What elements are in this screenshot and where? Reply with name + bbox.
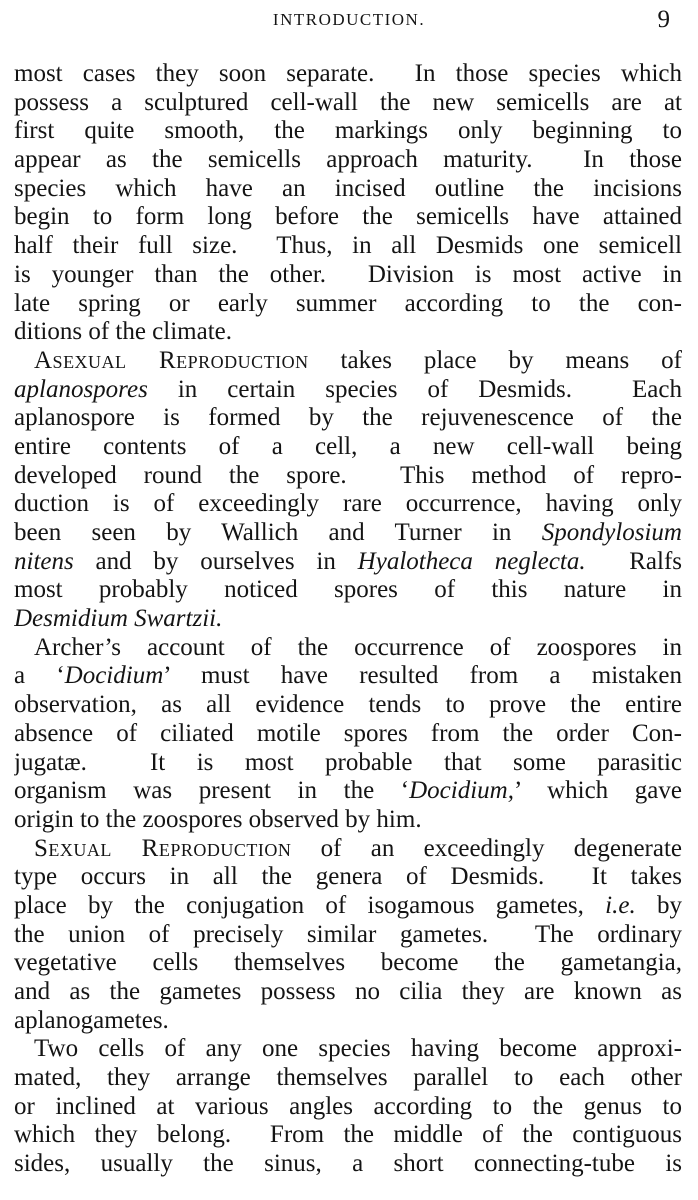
text-run: in certain species of Desmids. Each [147, 375, 682, 403]
italic-term: Desmidium Swartzii. [14, 605, 223, 633]
page-number: 9 [657, 6, 670, 33]
text-run: aplanogametes. [14, 1006, 169, 1034]
text-line [14, 318, 682, 347]
text-run: organism was present in the ‘ [14, 777, 410, 805]
text-run: a ‘ [14, 662, 65, 690]
text-line [14, 949, 682, 978]
text-run: vegetative cells themselves become the gametangia, [14, 949, 682, 977]
text-run: and as the gametes possess no cilia they are known as [14, 978, 682, 1005]
text-line [14, 978, 682, 1007]
text-line [14, 921, 682, 950]
text-run: duction is of exceedingly rare occurrence, having only [14, 490, 682, 518]
text-run: takes place by means of [308, 346, 682, 374]
text-line [14, 1035, 682, 1064]
text-run: type occurs in all the genera of Desmids. It takes [14, 863, 682, 891]
text-run: by [635, 891, 682, 919]
text-run: origin to the zoospores observed by him. [14, 805, 422, 833]
text-line [14, 863, 682, 892]
text-run: observation, as all evidence tends to prove the entire [14, 691, 682, 719]
text-run: developed round the spore. This method of repro- [14, 461, 682, 489]
text-line [14, 519, 682, 548]
text-line [14, 1064, 682, 1093]
text-line [14, 806, 682, 835]
italic-term: aplanospores [14, 375, 148, 403]
text-line [14, 175, 682, 204]
text-run: species which have an incised outline the incisions [14, 174, 682, 202]
italic-term: Docidium [64, 662, 164, 690]
italic-term: Docidium, [409, 777, 514, 805]
small-caps-heading: Sexual Reproduction [34, 834, 292, 862]
text-line [14, 117, 682, 146]
text-run: first quite smooth, the markings only beginning to [14, 117, 682, 145]
text-line [14, 347, 682, 376]
text-line [14, 576, 682, 605]
italic-term: Hyalotheca neglecta. [357, 547, 586, 575]
italic-term: Spondylosium [541, 519, 682, 546]
text-line [14, 490, 682, 519]
text-line [14, 1007, 682, 1036]
text-run: begin to form long before the semicells have attained [14, 203, 682, 231]
text-run: ditions of the climate. [14, 318, 233, 346]
text-line [14, 404, 682, 433]
text-run: the union of precisely similar gametes. The ordinary [14, 920, 682, 948]
italic-term: nitens [14, 547, 74, 575]
text-line [14, 720, 682, 749]
text-run: or inclined at various angles according to the genus to [14, 1092, 682, 1120]
text-run: Ralfs [585, 547, 682, 575]
text-line [14, 835, 682, 864]
text-line [14, 203, 682, 232]
text-line [14, 60, 682, 89]
text-line [14, 691, 682, 720]
text-line [14, 232, 682, 261]
body-text [14, 60, 682, 1179]
text-line [14, 376, 682, 405]
text-line [14, 290, 682, 319]
text-run: been seen by Wallich and Turner in [14, 519, 542, 546]
text-line [14, 146, 682, 175]
text-line [14, 1121, 682, 1150]
text-run: and by ourselves in [73, 547, 358, 575]
text-line [14, 548, 682, 577]
text-run: of an exceedingly degenerate [291, 834, 682, 862]
text-line [14, 892, 682, 921]
text-run: is younger than the other. Division is most active in [14, 260, 682, 288]
text-run: half their full size. Thus, in all Desmids one semicell [14, 232, 682, 260]
running-head [0, 8, 698, 38]
italic-term: i.e. [605, 891, 636, 919]
text-line [14, 462, 682, 491]
text-run: aplanospore is formed by the rejuvenescence of the [14, 404, 682, 432]
text-run: most probably noticed spores of this nature in [14, 576, 682, 604]
text-run: appear as the semicells approach maturity. In those [14, 146, 682, 174]
text-line [14, 1150, 682, 1179]
text-line [14, 89, 682, 118]
text-line [14, 1093, 682, 1122]
text-run: jugatæ. It is most probable that some parasitic [14, 748, 682, 776]
text-line [14, 749, 682, 778]
small-caps-heading: Asexual Reproduction [34, 346, 309, 374]
text-line [14, 662, 682, 691]
text-line [14, 605, 682, 634]
text-run: Archer’s account of the occurrence of zoospores in [34, 633, 682, 661]
text-run: possess a sculptured cell-wall the new semicells are at [14, 88, 682, 116]
text-run: mated, they arrange themselves parallel to each other [14, 1064, 682, 1092]
text-line [14, 433, 682, 462]
text-run: place by the conjugation of isogamous gametes, [14, 891, 606, 919]
text-line [14, 261, 682, 290]
text-run: ’ must have resulted from a mistaken [163, 662, 682, 690]
text-run: absence of ciliated motile spores from the order Con- [14, 719, 682, 747]
text-run: which they belong. From the middle of the contiguous [14, 1121, 682, 1149]
text-run: entire contents of a cell, a new cell-wall being [14, 432, 682, 460]
text-run: sides, usually the sinus, a short connecting-tube is [14, 1150, 682, 1178]
text-run: late spring or early summer according to the con- [14, 289, 682, 317]
text-line [14, 634, 682, 663]
text-run: ’ which gave [513, 777, 682, 805]
text-line [14, 777, 682, 806]
running-title: INTRODUCTION. [272, 10, 426, 29]
text-run: most cases they soon separate. In those species which [14, 60, 682, 87]
text-run: Two cells of any one species having become approxi- [34, 1035, 682, 1063]
